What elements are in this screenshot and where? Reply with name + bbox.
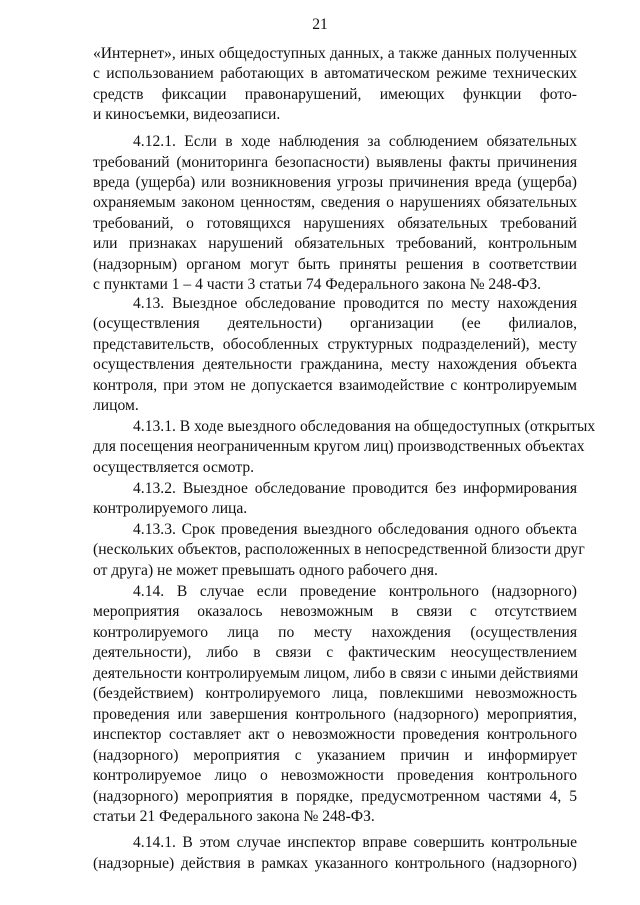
text-line: требований, о готовящихся нарушениях обязательных требований [93, 215, 577, 232]
text-line: (бездействием) контролируемого лица, повлекшими невозможность [93, 685, 577, 702]
text-line: (надзорного) мероприятия с указанием причин и информирует [93, 747, 577, 764]
paragraph-first-line: 4.14. В случае если проведение контрольного (надзорного) [133, 583, 577, 600]
text-line: (надзорного) мероприятия в порядке, предусмотренном частями 4, 5 [93, 788, 577, 805]
text-line: осуществляется осмотр. [93, 459, 255, 476]
text-line: инспектор составляет акт о невозможности проведения контрольного [93, 726, 577, 743]
text-line: (надзорные) действия в рамках указанного контрольного (надзорного) [93, 855, 577, 872]
text-line: от друга) не может превышать одного рабочего дня. [93, 562, 438, 579]
paragraph-first-line: 4.13. Выездное обследование проводится по месту нахождения [133, 295, 577, 312]
text-line: с использованием работающих в автоматическом режиме технических [93, 65, 577, 82]
text-line: деятельности), либо в связи с фактическим неосуществлением [93, 644, 577, 661]
text-line: охраняемым законом ценностям, сведения о нарушениях обязательных [93, 194, 577, 211]
text-line: вреда (ущерба) или возникновения угрозы причинения вреда (ущерба) [93, 174, 577, 191]
text-line: статьи 21 Федерального закона № 248-ФЗ. [93, 808, 375, 825]
text-line: (нескольких объектов, расположенных в непосредственной близости друг [93, 541, 585, 558]
page-number: 21 [312, 16, 328, 33]
paragraph-first-line: 4.13.3. Срок проведения выездного обследования одного объекта [133, 521, 577, 538]
text-line: деятельности контролируемым лицом, либо в связи с иными действиями [93, 665, 579, 682]
paragraph-first-line: 4.13.1. В ходе выездного обследования на общедоступных (открытых [133, 418, 596, 435]
text-line: или признаках нарушений обязательных требований, контрольным [93, 235, 577, 252]
text-line: и киносъемки, видеозаписи. [93, 106, 281, 123]
text-line: «Интернет», иных общедоступных данных, а также данных полученных [93, 45, 577, 62]
text-line: требований (мониторинга безопасности) выявлены факты причинения [93, 154, 577, 171]
paragraph-first-line: 4.13.2. Выездное обследование проводится без информирования [133, 480, 577, 497]
text-line: с пунктами 1 – 4 части 3 статьи 74 Федерального закона № 248-ФЗ. [93, 276, 542, 293]
paragraph-first-line: 4.12.1. Если в ходе наблюдения за соблюдением обязательных [133, 133, 577, 150]
text-line: контролируемого лица по месту нахождения (осуществления [93, 624, 577, 641]
text-line: представительств, обособленных структурных подразделений), месту [93, 336, 577, 353]
text-line: проведения или завершения контрольного (надзорного) мероприятия, [93, 706, 577, 723]
text-line: для посещения неограниченным кругом лиц) производственных объектах [93, 438, 585, 455]
text-line: контроля, при этом не допускается взаимодействие с контролируемым [93, 377, 577, 394]
text-line: лицом. [93, 397, 139, 414]
text-line: (надзорным) органом могут быть приняты решения в соответствии [93, 256, 577, 273]
text-line: контролируемое лицо о невозможности проведения контрольного [93, 767, 577, 784]
text-line: (осуществления деятельности) организации (ее филиалов, [93, 315, 577, 332]
paragraph-first-line: 4.14.1. В этом случае инспектор вправе совершить контрольные [133, 834, 577, 851]
text-line: средств фиксации правонарушений, имеющих функции фото- [93, 86, 577, 103]
text-line: мероприятия оказалось невозможным в связи с отсутствием [93, 603, 577, 620]
text-line: осуществления деятельности гражданина, месту нахождения объекта [93, 356, 577, 373]
text-line: контролируемого лица. [93, 500, 248, 517]
